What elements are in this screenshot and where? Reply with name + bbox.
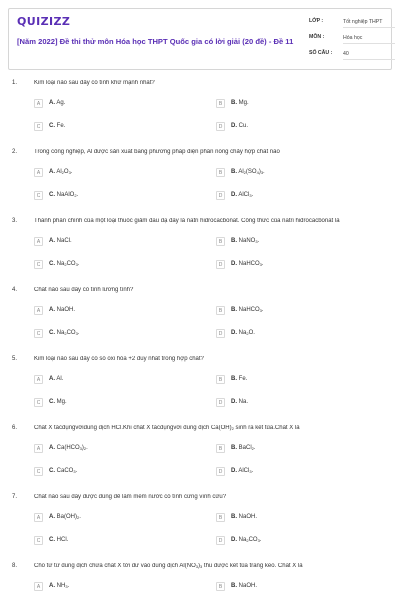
option-text: A. $Ca(HCO_3)_2$. (49, 445, 88, 451)
option-text: D. AlCl$_3$. (231, 192, 254, 198)
worksheet-title: [Năm 2022] Đề thi thử môn Hóa học THPT Quốc gia có lời giải (20 đề) - Đề 11 (17, 37, 294, 46)
option-text: A. Ag. (49, 100, 66, 106)
option-letter-box: A (34, 237, 43, 246)
option-text: A. NaCl. (49, 238, 72, 244)
meta-value: Tốt nghiệp THPT (343, 17, 395, 28)
option-text: B. $Al_2(SO_4)_3$. (231, 169, 265, 175)
question-number: 3. (12, 218, 18, 224)
meta-label: LỚP : (309, 18, 324, 24)
option-letter-box: B (216, 99, 225, 108)
option-text: B. NaHCO$_3$. (231, 307, 264, 313)
meta-row-question-count (309, 49, 395, 61)
question-text: Trong công nghiệp, Al được sản xuất bằng phương pháp điện phân nóng chảy hợp chất nào (34, 149, 280, 155)
meta-row-grade (309, 17, 395, 29)
question-number: 8. (12, 563, 18, 569)
option-letter-box: D (216, 536, 225, 545)
option-letter-box: C (34, 398, 43, 407)
option-letter-box: A (34, 99, 43, 108)
option-letter-box: B (216, 306, 225, 315)
option-text: A. $Ba(OH)_2$. (49, 514, 81, 520)
option-text: A. $Al_2O_3$. (49, 169, 73, 175)
option-letter-box: B (216, 444, 225, 453)
option-letter-box: D (216, 260, 225, 269)
option-text: B. NaOH. (231, 514, 258, 520)
option-letter-box: D (216, 398, 225, 407)
question-number: 4. (12, 287, 18, 293)
option-text: D. $Na_2CO_3$. (231, 537, 262, 543)
option-letter-box: B (216, 168, 225, 177)
option-letter-box: A (34, 582, 43, 591)
option-letter-box: D (216, 467, 225, 476)
question-text: Chất nào sau đây được dùng để làm mềm nước có tính cứng vĩnh cửu? (34, 494, 227, 500)
option-text: A. $NH_3$. (49, 583, 70, 589)
question-text: Cho từ từ dung dịch chứa chất X tới dư vào dung dịch $Al(NO_3)_3$ thu được kết tủa trắng keo. Chất X là (34, 563, 303, 569)
question-number: 5. (12, 356, 18, 362)
option-letter-box: A (34, 168, 43, 177)
question-text: Thành phần chính của một loại thuốc giảm đau dạ dày là natri hidrocacbonat. Công thức của natri hidrocacbonat là (34, 218, 340, 224)
meta-value: Hóa học (343, 33, 395, 44)
quizizz-logo: QUIZIZZ (17, 15, 71, 28)
option-letter-box: D (216, 122, 225, 131)
option-text: B. Fe. (231, 376, 248, 382)
option-letter-box: A (34, 375, 43, 384)
option-letter-box: C (34, 122, 43, 131)
option-text: C. HCl. (49, 537, 69, 543)
option-text: C. NaAlO$_2$. (49, 192, 79, 198)
question-number: 6. (12, 425, 18, 431)
option-letter-box: C (34, 260, 43, 269)
meta-label: MÔN : (309, 34, 325, 40)
option-text: B. Mg. (231, 100, 249, 106)
question-text: Chất X tácdụngvớidung dịch HCl.Khi chất X tácdụngvới dung dịch $Ca(OH)_2$ sinh ra kết tủa.Chất X là (34, 425, 300, 431)
option-letter-box: D (216, 191, 225, 200)
option-letter-box: C (34, 536, 43, 545)
question-text: Kim loại nào sau đây có số oxi hóa +2 duy nhất trong hợp chất? (34, 356, 204, 362)
question-number: 7. (12, 494, 18, 500)
meta-label: SỐ CÂU : (309, 50, 333, 56)
option-text: C. CaCO$_3$. (49, 468, 78, 474)
option-text: C. Fe. (49, 123, 66, 129)
option-letter-box: B (216, 375, 225, 384)
question-text: Kim loại nào sau đây có tính khử mạnh nhất? (34, 80, 155, 86)
option-letter-box: B (216, 237, 225, 246)
question-number: 2. (12, 149, 18, 155)
option-letter-box: A (34, 513, 43, 522)
option-letter-box: B (216, 582, 225, 591)
option-text: D. $Na_2O$. (231, 330, 255, 336)
option-text: D. NaHCO$_3$. (231, 261, 264, 267)
option-letter-box: D (216, 329, 225, 338)
option-text: D. Cu. (231, 123, 249, 129)
option-letter-box: C (34, 329, 43, 338)
option-text: C. Mg. (49, 399, 67, 405)
option-letter-box: C (34, 467, 43, 476)
option-text: D. Na. (231, 399, 249, 405)
option-text: A. NaOH. (49, 307, 76, 313)
option-text: C. $Na_2CO_3$. (49, 330, 80, 336)
option-letter-box: B (216, 513, 225, 522)
option-letter-box: C (34, 191, 43, 200)
option-text: B. BaCl$_2$. (231, 445, 256, 451)
meta-row-subject (309, 33, 395, 45)
meta-value: 40 (343, 49, 395, 60)
option-text: A. Al. (49, 376, 64, 382)
option-text: D. AlCl$_3$. (231, 468, 254, 474)
option-letter-box: A (34, 306, 43, 315)
option-text: C. $Na_2CO_3$. (49, 261, 80, 267)
option-text: B. NaOH. (231, 583, 258, 589)
option-letter-box: A (34, 444, 43, 453)
worksheet-header (8, 8, 392, 70)
question-text: Chất nào sau đây có tính lưỡng tính? (34, 287, 134, 293)
option-text: B. NaNO$_3$. (231, 238, 260, 244)
question-number: 1. (12, 80, 18, 86)
